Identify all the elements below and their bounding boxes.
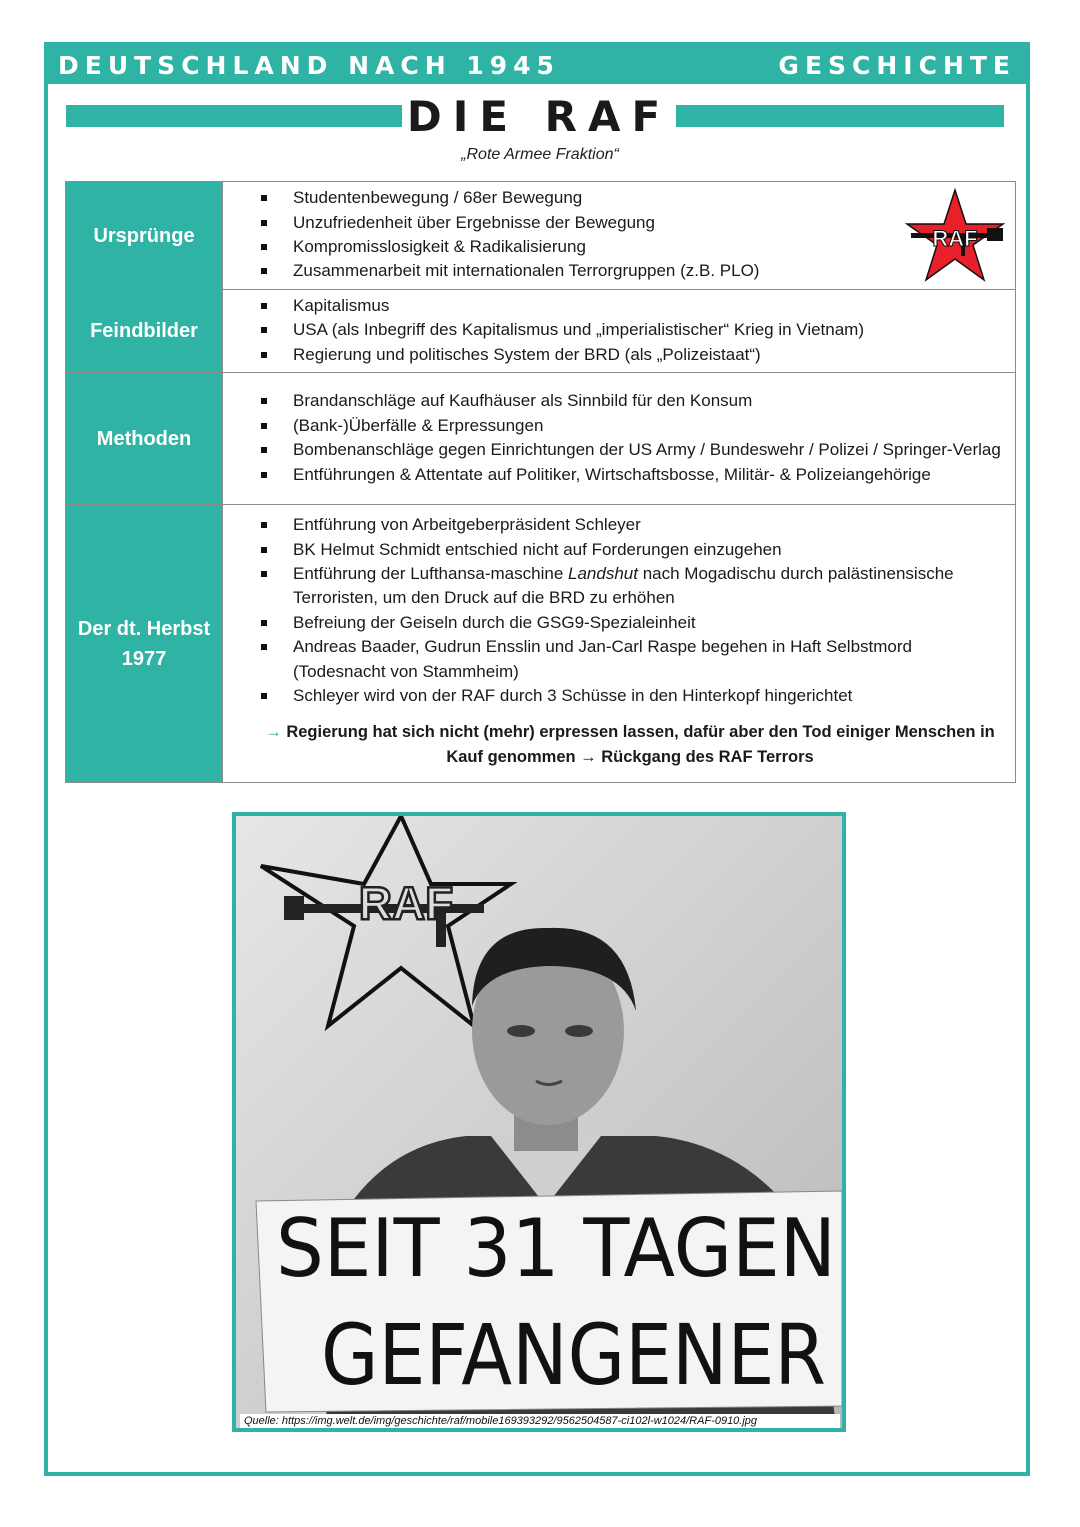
conclusion-text: Rückgang des RAF Terrors xyxy=(596,747,814,766)
photo-illustration xyxy=(236,816,842,1428)
list-item: Regierung und politisches System der BRD (als „Polizeistaat“) xyxy=(259,343,1001,367)
row-label: Ursprünge xyxy=(66,182,223,290)
list-item: Befreiung der Geiseln durch die GSG9-Spezialeinheit xyxy=(259,611,1001,635)
title-rule-right xyxy=(676,105,1004,127)
row-content xyxy=(223,505,1016,783)
list-item: Andreas Baader, Gudrun Ensslin und Jan-Carl Raspe begehen in Haft Selbstmord (Todesnacht von Stammheim) xyxy=(259,635,1001,684)
row-label: Methoden xyxy=(66,373,223,505)
plane-name: Landshut xyxy=(568,563,638,583)
header-right: GESCHICHTE xyxy=(778,50,1016,80)
arrow-icon: → xyxy=(580,747,597,766)
header-bar xyxy=(48,46,1026,84)
conclusion-text: Regierung hat sich nicht (mehr) erpressen lassen, dafür aber den Tod einiger Menschen in Kauf genommen xyxy=(281,723,995,766)
row-content xyxy=(223,182,1016,290)
logo-text: RAF xyxy=(932,226,978,251)
list-item-text: nach Mogadischu durch palästinensische Terroristen, um den Druck auf die BRD zu erhöhen xyxy=(293,563,954,608)
star-text: RAF xyxy=(358,877,454,929)
row-label-line1: Der dt. Herbst xyxy=(77,617,211,640)
list-item: (Bank-)Überfälle & Erpressungen xyxy=(259,414,1001,438)
row-label-line2: 1977 xyxy=(121,647,167,670)
title-row xyxy=(66,92,1004,142)
list-item: Zusammenarbeit mit internationalen Terrorgruppen (z.B. PLO) xyxy=(259,259,1001,283)
list-item: USA (als Inbegriff des Kapitalismus und „imperialistischer“ Krieg in Vietnam) xyxy=(259,318,1001,342)
list-item: Entführung von Arbeitgeberpräsident Schleyer xyxy=(259,513,1001,537)
row-label xyxy=(66,505,223,783)
header-left: DEUTSCHLAND NACH 1945 xyxy=(58,50,560,80)
list-item: Brandanschläge auf Kaufhäuser als Sinnbild für den Konsum xyxy=(259,389,1001,413)
table-row xyxy=(66,182,1016,290)
hostage-sign xyxy=(256,1191,842,1412)
list-item: Unzufriedenheit über Ergebnisse der Bewegung xyxy=(259,211,1001,235)
overview-table xyxy=(65,181,1016,783)
row-content xyxy=(223,373,1016,505)
photo-caption: Quelle: https://img.welt.de/img/geschichte/raf/mobile169393292/9562504587-ci102l-w1024/RAF-0910.jpg xyxy=(240,1414,840,1428)
sign-line2: GEFANGENER xyxy=(321,1306,826,1404)
list-item: Entführungen & Attentate auf Politiker, Wirtschaftsbosse, Militär- & Polizeiangehörige xyxy=(259,463,1001,487)
list-item: Kompromisslosigkeit & Radikalisierung xyxy=(259,235,1001,259)
arrow-icon: → xyxy=(265,723,282,742)
list-item: Schleyer wird von der RAF durch 3 Schüsse in den Hinterkopf hingerichtet xyxy=(259,684,1001,708)
table-row xyxy=(66,373,1016,505)
table-row xyxy=(66,290,1016,373)
table-row xyxy=(66,505,1016,783)
title-rule-left xyxy=(66,105,402,127)
row-label: Feindbilder xyxy=(66,290,223,373)
list-item: Bombenanschläge gegen Einrichtungen der US Army / Bundeswehr / Polizei / Springer-Verlag xyxy=(259,438,1001,462)
list-item: Kapitalismus xyxy=(259,294,1001,318)
list-item: Studentenbewegung / 68er Bewegung xyxy=(259,186,1001,210)
list-item xyxy=(259,562,1001,611)
schleyer-photo xyxy=(232,812,846,1432)
conclusion xyxy=(259,720,1001,769)
row-content xyxy=(223,290,1016,373)
list-item: BK Helmut Schmidt entschied nicht auf Forderungen einzugehen xyxy=(259,538,1001,562)
list-item-text: Entführung der Lufthansa-maschine xyxy=(293,563,569,583)
raf-logo xyxy=(903,186,1007,286)
sign-line1: SEIT 31 TAGEN xyxy=(276,1202,836,1295)
page-title: DIE RAF xyxy=(406,92,672,141)
page-subtitle: „Rote Armee Fraktion“ xyxy=(461,146,619,163)
